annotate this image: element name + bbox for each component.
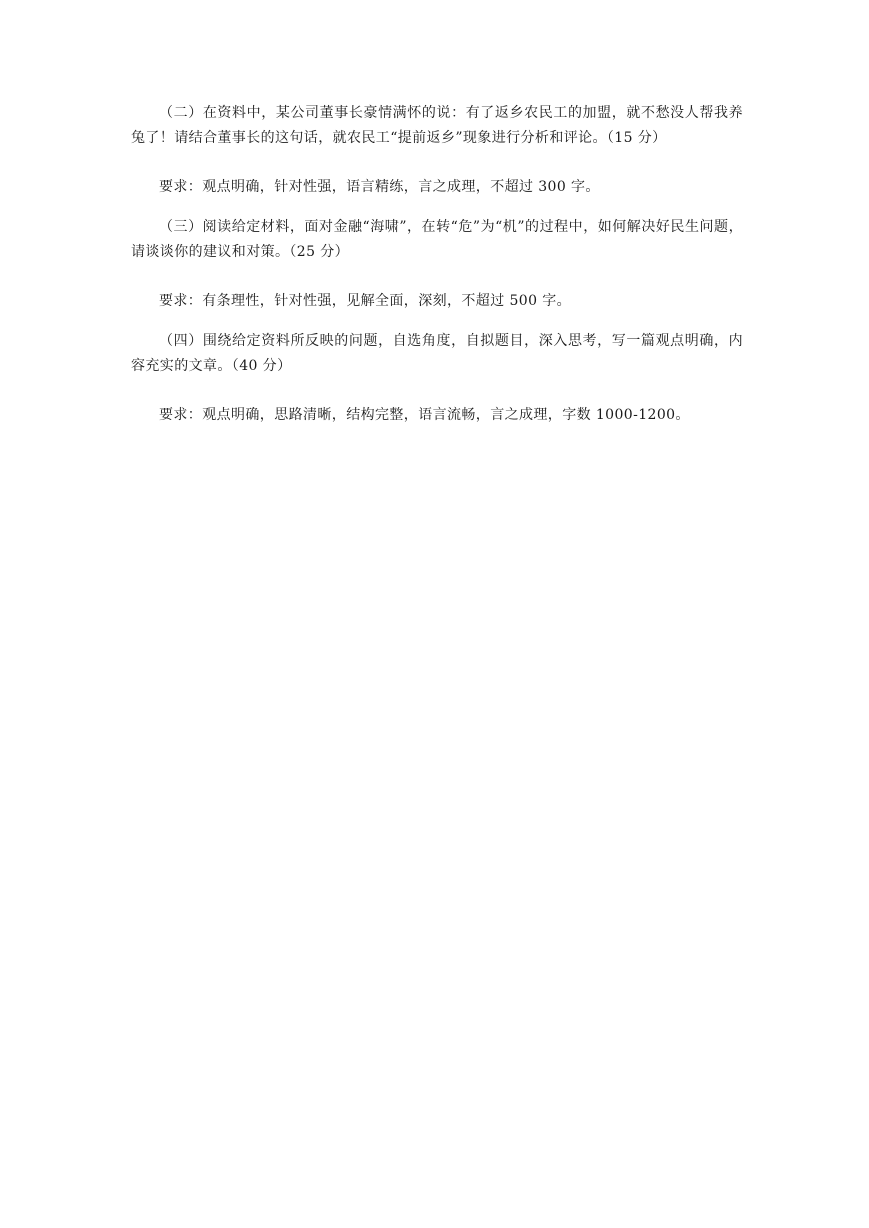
question-4-text: （四）围绕给定资料所反映的问题，自选角度，自拟题目，深入思考，写一篇观点明确，内容充实的文章。（40 分） [131,333,743,374]
question-3-requirement: 要求：有条理性，针对性强，见解全面，深刻，不超过 500 字。 [159,293,572,309]
question-4-requirement: 要求：观点明确，思路清晰，结构完整，语言流畅，言之成理，字数 1000-1200。 [159,407,690,423]
question-3-text: （三）阅读给定材料，面对金融“海啸”，在转“危”为“机”的过程中，如何解决好民生问题，请谈谈你的建议和对策。（25 分） [131,219,743,260]
question-2-requirement: 要求：观点明确，针对性强，语言精练，言之成理，不超过 300 字。 [159,179,600,195]
question-2-text: （二）在资料中，某公司董事长豪情满怀的说：有了返乡农民工的加盟，就不愁没人帮我养兔了！请结合董事长的这句话，就农民工“提前返乡”现象进行分析和评论。（15 分） [131,105,743,146]
